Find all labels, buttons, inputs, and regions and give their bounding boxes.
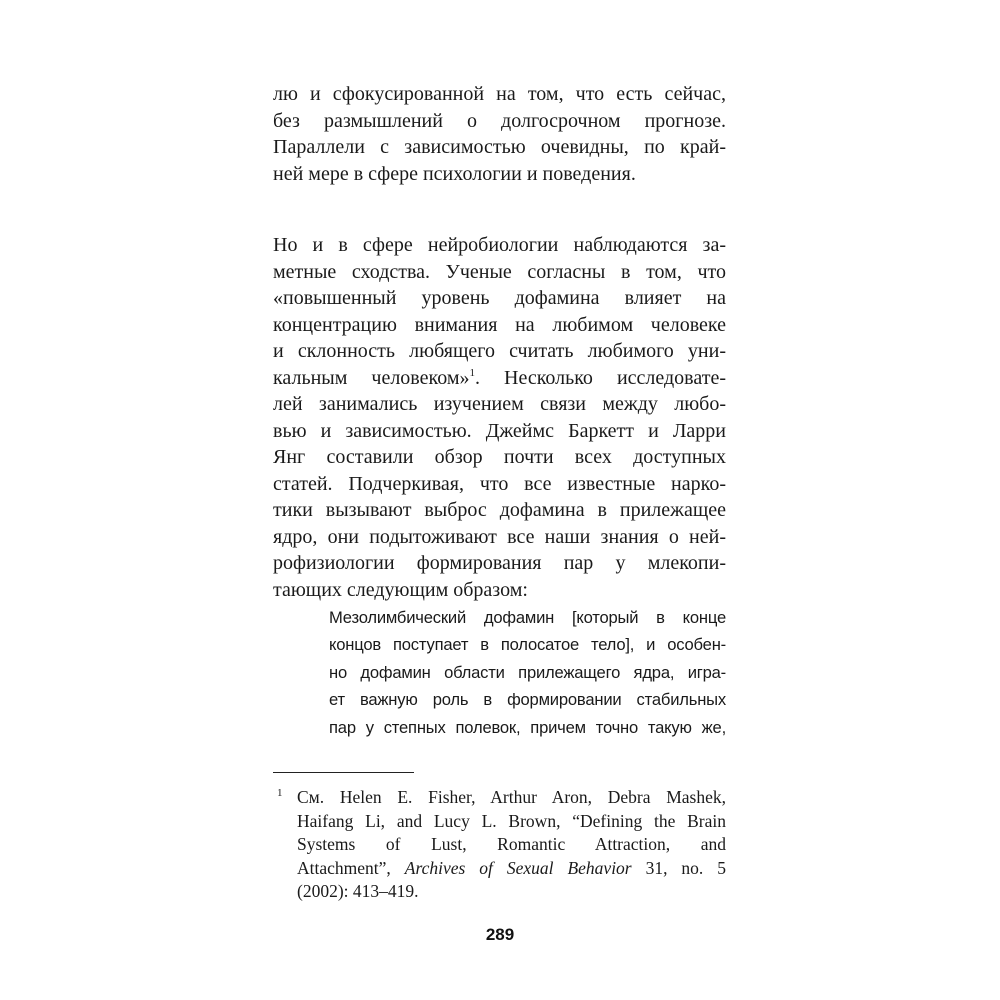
text-line: вью и зависимостью. Джеймс Баркетт и Ларри [273, 419, 726, 442]
text-line-with-footnote-ref [273, 365, 726, 392]
footnote-mark: 1 [277, 787, 283, 799]
text-line: концентрацию внимания на любимом человеке [273, 313, 726, 336]
text-fragment: 31, no. 5 [631, 857, 727, 878]
footnote-line: Systems of Lust, Romantic Attraction, and [297, 834, 726, 855]
text-line: тающих следующим образом: [273, 578, 528, 601]
text-line: метные сходства. Ученые согласны в том, что [273, 260, 726, 283]
quote-line: концов поступает в полосатое тело], и особен- [329, 635, 726, 655]
paragraph-1 [273, 81, 726, 187]
text-line: и склонность любящего считать любимого уни- [273, 340, 726, 362]
text-line: без размышлений о долгосрочном прогнозе. [273, 109, 726, 132]
footnote-divider [273, 772, 414, 773]
footnote-line [297, 857, 726, 881]
footnote-line: См. Helen E. Fisher, Arthur Aron, Debra Mashek, [297, 787, 726, 807]
text-line: статей. Подчеркивая, что все известные нарко- [273, 472, 726, 495]
text-line: рофизиологии формирования пар у млекопи- [273, 552, 726, 574]
footnote-text [297, 786, 726, 904]
footnote-line: Haifang Li, and Lucy L. Brown, “Defining the Brain [297, 810, 726, 831]
journal-title: Archives of Sexual Behavior [404, 857, 632, 878]
text-line: «повышенный уровень дофамина влияет на [273, 287, 726, 309]
text-fragment: Attachment”, [297, 857, 405, 878]
text-line: лей занимались изучением связи между любо- [273, 393, 726, 415]
text-line: лю и сфокусированной на том, что есть сейчас, [273, 83, 726, 105]
page-number: 289 [485, 925, 515, 944]
quote-line: ет важную роль в формировании стабильных [329, 690, 726, 710]
text-line: ядро, они подытоживают все наши знания о ней- [273, 525, 726, 548]
block-quote [329, 604, 726, 741]
text-line: Янг составили обзор почти всех доступных [273, 446, 726, 468]
text-fragment: кальным человеком» [273, 366, 470, 389]
text-line: ней мере в сфере психологии и поведения. [273, 162, 636, 185]
quote-line: пар у степных полевок, причем точно такую же, [329, 717, 726, 737]
quote-line: Мезолимбический дофамин [который в конце [329, 608, 726, 627]
footnote-reference: 1 [469, 366, 475, 379]
paragraph-2 [273, 232, 726, 603]
text-line: Параллели с зависимостью очевидны, по край- [273, 136, 726, 158]
quote-line: но дофамин области прилежащего ядра, игра- [329, 662, 726, 682]
text-line: Но и в сфере нейробиологии наблюдаются за- [273, 234, 726, 256]
text-fragment: . Несколько исследовате- [474, 366, 726, 389]
footnote-line: (2002): 413–419. [297, 881, 419, 902]
text-line: тики вызывают выброс дофамина в прилежащее [273, 499, 726, 521]
